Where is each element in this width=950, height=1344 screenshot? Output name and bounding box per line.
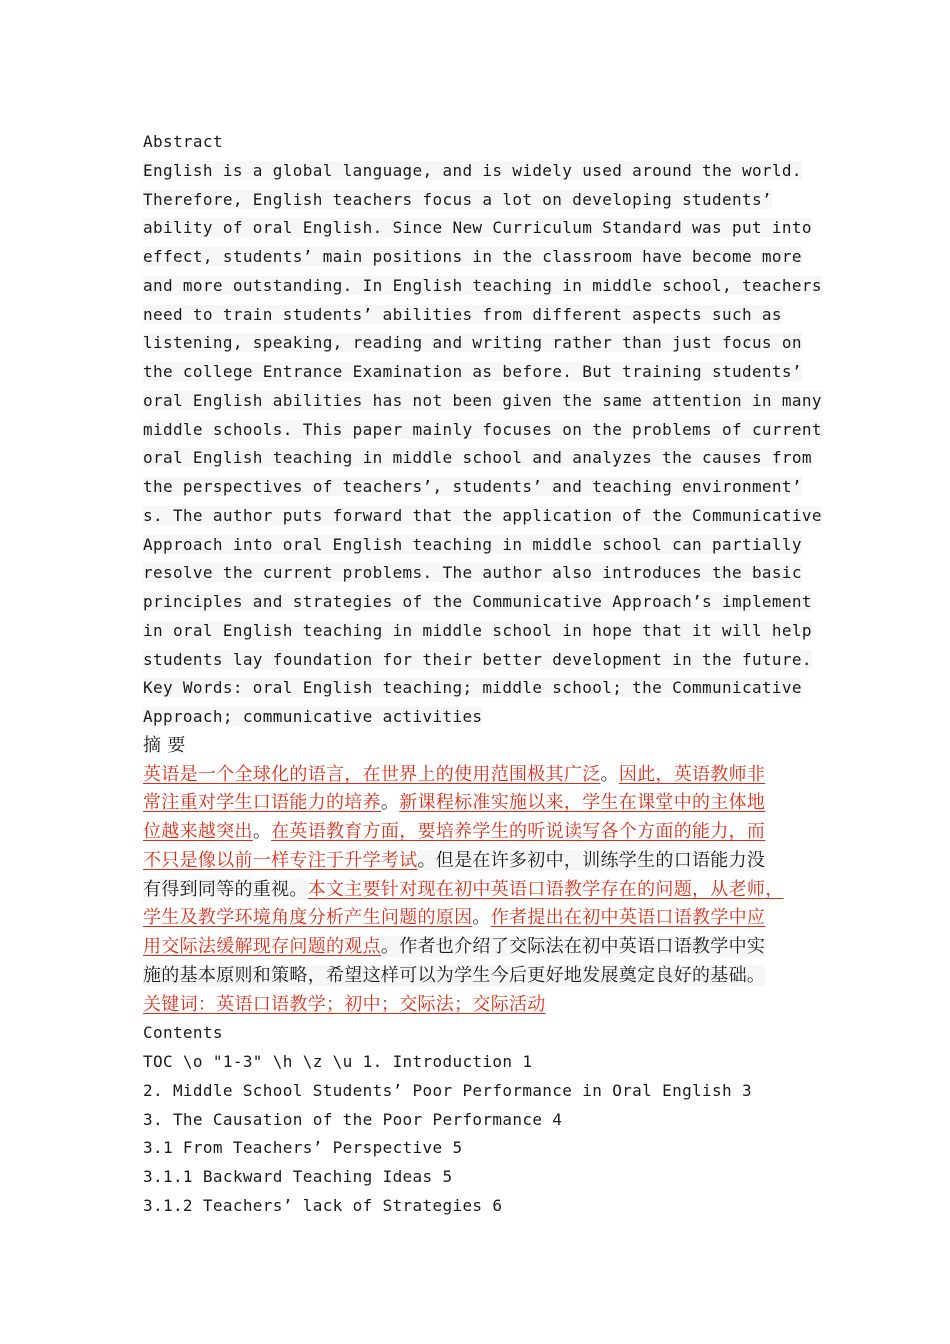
abstract-keywords-line: Key Words: oral English teaching; middle school; the Communicative bbox=[143, 678, 802, 698]
abstract-line: middle schools. This paper mainly focuses on the problems of current bbox=[143, 419, 822, 439]
abstract-line: principles and strategies of the Communicative Approach’s implement bbox=[143, 592, 812, 611]
zhaiyao-line: 位越来越突出。在英语教育方面，要培养学生的听说读写各个方面的能力，而 bbox=[143, 821, 766, 842]
zhaiyao-line: 有得到同等的重视。本文主要针对现在初中英语口语教学存在的问题，从老师， bbox=[143, 878, 784, 900]
document-body bbox=[143, 128, 823, 1221]
toc-entry: 3.1.2 Teachers’ lack of Strategies 6 bbox=[143, 1195, 503, 1215]
zhaiyao-line: 英语是一个全球化的语言，在世界上的使用范围极其广泛。因此，英语教师非 bbox=[143, 763, 766, 785]
abstract-line: the college Entrance Examination as before. But training students’ bbox=[143, 362, 802, 381]
zhaiyao-heading: 摘 要 bbox=[143, 734, 186, 756]
zhaiyao-line: 学生及教学环境角度分析产生问题的原因。作者提出在初中英语口语教学中应 bbox=[143, 907, 766, 929]
abstract-line: s. The author puts forward that the application of the Communicative bbox=[143, 505, 822, 525]
abstract-line: resolve the current problems. The author also introduces the basic bbox=[143, 563, 802, 583]
abstract-line: listening, speaking, reading and writing rather than just focus on bbox=[143, 333, 802, 353]
abstract-line: Approach into oral English teaching in middle school can partially bbox=[143, 534, 802, 554]
abstract-line: oral English teaching in middle school and analyzes the causes from bbox=[143, 448, 812, 468]
toc-entry: TOC \o "1-3" \h \z \u 1. Introduction 1 bbox=[143, 1052, 533, 1071]
abstract-line: oral English abilities has not been given the same attention in many bbox=[143, 390, 822, 410]
abstract-line: students lay foundation for their better development in the future. bbox=[143, 649, 812, 669]
abstract-line: in oral English teaching in middle school in hope that it will help bbox=[143, 620, 812, 640]
contents-heading: Contents bbox=[143, 1023, 223, 1043]
zhaiyao-keywords: 关键词：英语口语教学；初中；交际法；交际活动 bbox=[143, 993, 546, 1015]
abstract-line: Therefore, English teachers focus a lot on developing students’ bbox=[143, 189, 772, 209]
abstract-line: and more outstanding. In English teaching in middle school, teachers bbox=[143, 275, 822, 295]
toc-entry: 3.1 From Teachers’ Perspective 5 bbox=[143, 1138, 463, 1158]
zhaiyao-line: 用交际法缓解现存问题的观点。作者也介绍了交际法在初中英语口语教学中实 bbox=[143, 936, 766, 957]
zhaiyao-line: 常注重对学生口语能力的培养。新课程标准实施以来，学生在课堂中的主体地 bbox=[143, 792, 766, 814]
toc-entry: 3.1.1 Backward Teaching Ideas 5 bbox=[143, 1167, 453, 1186]
toc-entry: 2. Middle School Students’ Poor Performance in Oral English 3 bbox=[143, 1080, 752, 1100]
abstract-line: need to train students’ abilities from different aspects such as bbox=[143, 304, 782, 324]
toc-entry: 3. The Causation of the Poor Performance 4 bbox=[143, 1109, 563, 1129]
abstract-line: ability of oral English. Since New Curriculum Standard was put into bbox=[143, 218, 812, 238]
abstract-line: English is a global language, and is widely used around the world. bbox=[143, 160, 802, 180]
zhaiyao-line: 不只是像以前一样专注于升学考试。但是在许多初中，训练学生的口语能力没 bbox=[143, 849, 766, 871]
zhaiyao-line: 施的基本原则和策略，希望这样可以为学生今后更好地发展奠定良好的基础。 bbox=[143, 964, 766, 986]
abstract-keywords-line: Approach; communicative activities bbox=[143, 707, 483, 726]
abstract-line: effect, students’ main positions in the classroom have become more bbox=[143, 247, 802, 266]
abstract-heading: Abstract bbox=[143, 132, 223, 151]
abstract-line: the perspectives of teachers’, students’ and teaching environment’ bbox=[143, 477, 802, 496]
